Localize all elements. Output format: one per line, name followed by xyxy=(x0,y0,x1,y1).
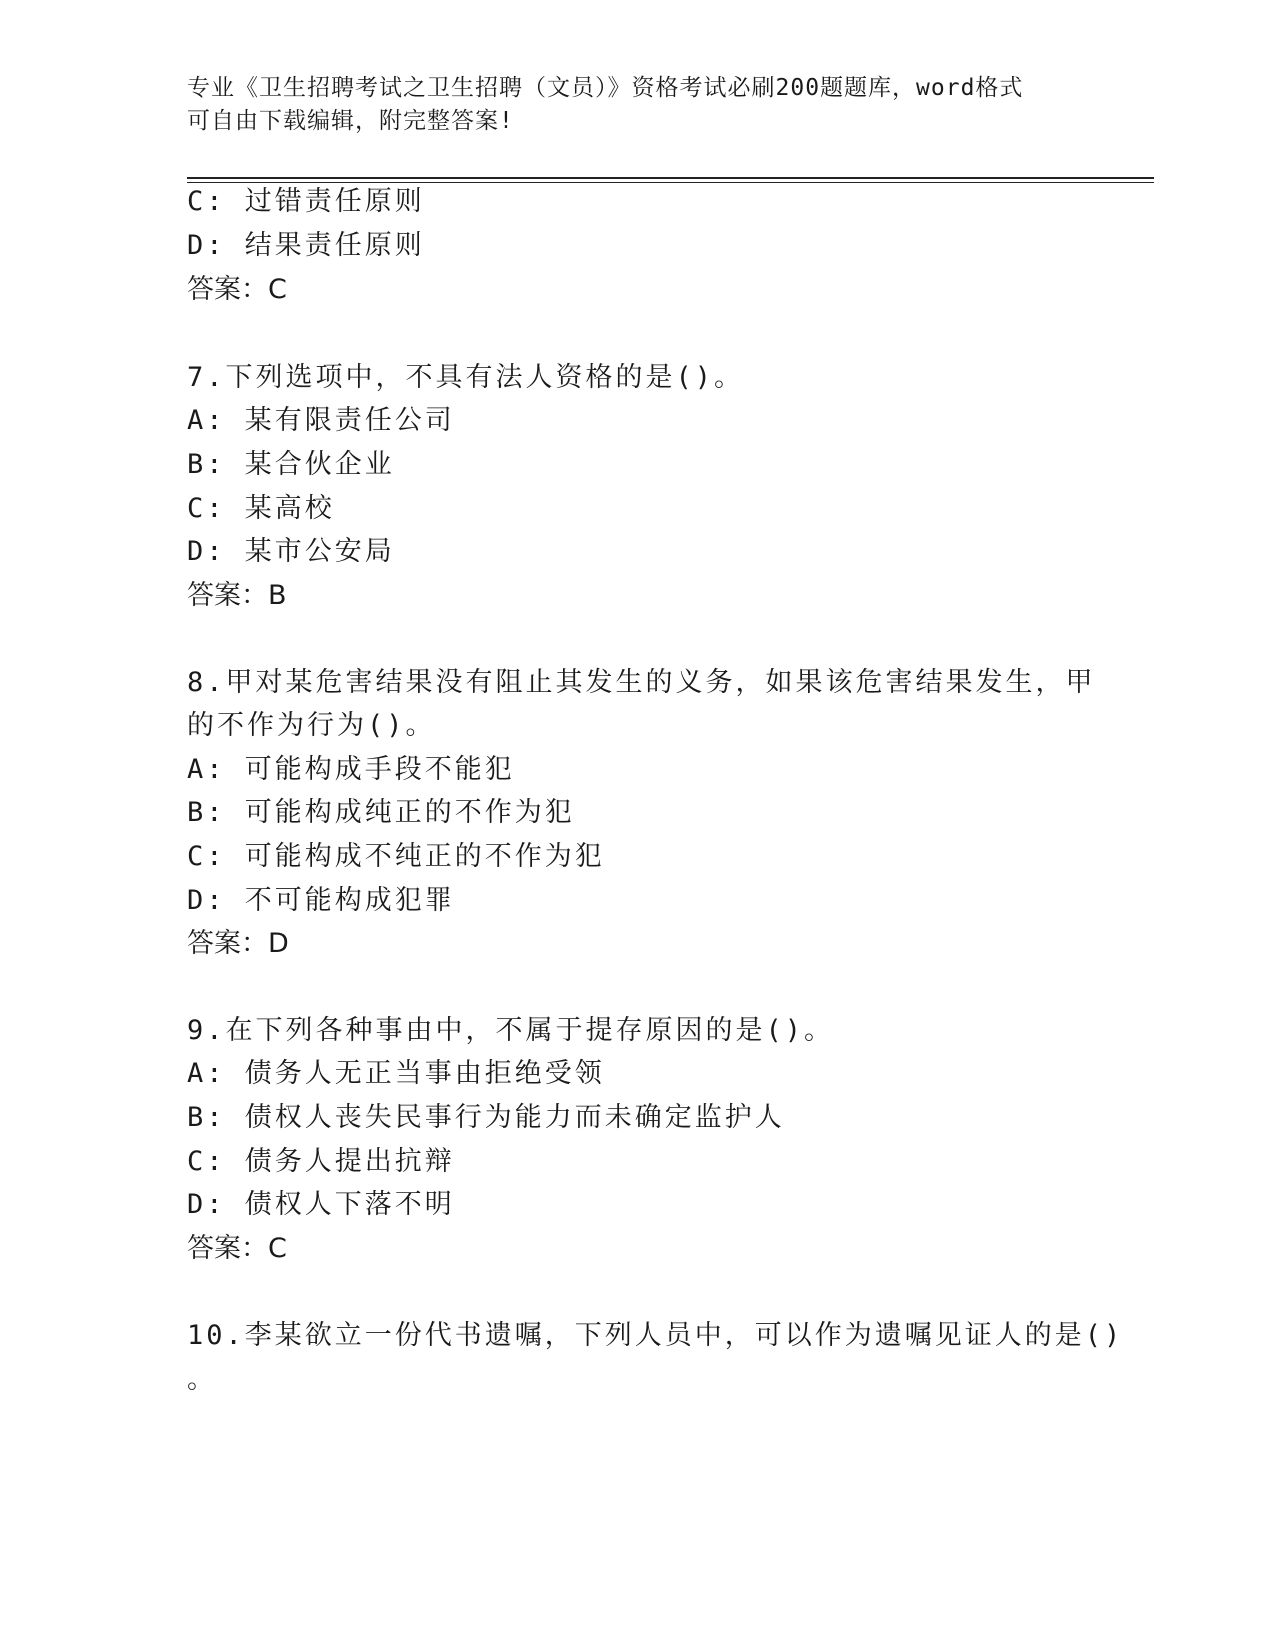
q8-stem-line-1: 8.甲对某危害结果没有阻止其发生的义务，如果该危害结果发生，甲 xyxy=(187,667,1096,698)
q9-option-a: A: 债务人无正当事由拒绝受领 xyxy=(187,1058,605,1089)
q9-option-d: D: 债权人下落不明 xyxy=(187,1189,455,1220)
q9-option-c: C: 债务人提出抗辩 xyxy=(187,1146,455,1177)
q8-option-a: A: 可能构成手段不能犯 xyxy=(187,754,515,785)
q7-option-b: B: 某合伙企业 xyxy=(187,449,395,480)
q7-option-d: D: 某市公安局 xyxy=(187,536,395,567)
q10-stem-line-1: 10.李某欲立一份代书遗嘱，下列人员中，可以作为遗嘱见证人的是() xyxy=(187,1320,1124,1351)
header-title-line-2: 可自由下载编辑，附完整答案! xyxy=(187,108,514,134)
document-header xyxy=(187,72,1087,138)
header-rule-thick xyxy=(187,177,1154,179)
q8-option-b: B: 可能构成纯正的不作为犯 xyxy=(187,797,575,828)
q7-option-c: C: 某高校 xyxy=(187,493,335,524)
q8-option-d: D: 不可能构成犯罪 xyxy=(187,885,455,916)
q10-stem-line-2: 。 xyxy=(187,1364,217,1395)
q9-option-b: B: 债权人丧失民事行为能力而未确定监护人 xyxy=(187,1102,785,1133)
q9-stem: 9.在下列各种事由中，不属于提存原因的是()。 xyxy=(187,1015,835,1046)
q6-answer: 答案：C xyxy=(187,274,287,305)
q8-answer: 答案：D xyxy=(187,928,289,959)
q9-answer: 答案：C xyxy=(187,1233,287,1264)
header-rule-thin xyxy=(187,182,1154,183)
q8-option-c: C: 可能构成不纯正的不作为犯 xyxy=(187,841,605,872)
q7-stem: 7.下列选项中，不具有法人资格的是()。 xyxy=(187,362,745,393)
header-title-line-1: 专业《卫生招聘考试之卫生招聘（文员）》资格考试必刷200题题库，word格式 xyxy=(187,75,1024,101)
q6-option-d: D: 结果责任原则 xyxy=(187,230,425,261)
q8-stem-line-2: 的不作为行为()。 xyxy=(187,710,436,741)
q6-option-c: C: 过错责任原则 xyxy=(187,186,425,217)
q7-option-a: A: 某有限责任公司 xyxy=(187,405,455,436)
q7-answer: 答案：B xyxy=(187,580,287,611)
